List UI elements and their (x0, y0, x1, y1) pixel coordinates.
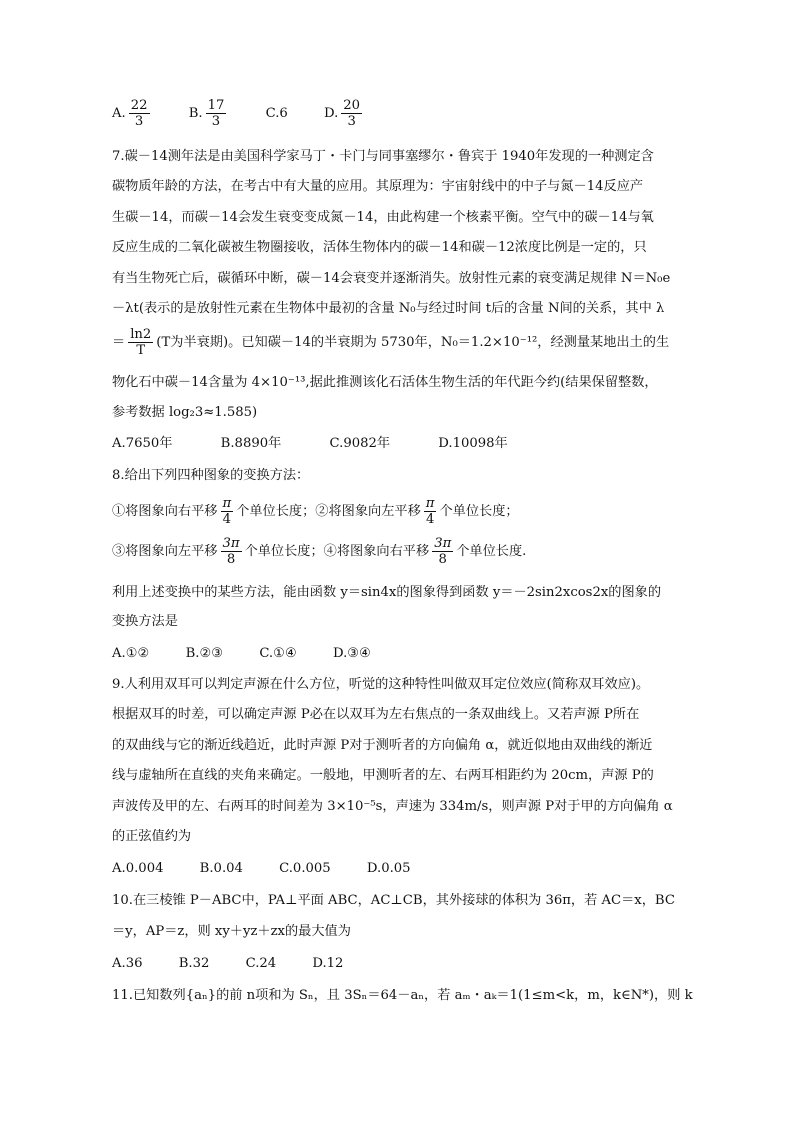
q11-text-line-1: 11.已知数列{aₙ}的前 n项和为 Sₙ，且 3Sₙ＝64－aₙ，若 aₘ・aₖ＝1(1≤m<k，m，k∈N*)，则 k (112, 988, 693, 1003)
q8-option-b: B.②③ (185, 646, 224, 661)
q7-text-line-6: －λt(表示的是放射性元素在生物体中最初的含量 N₀与经过时间 t后的含量 N间的关系，其中 λ (112, 301, 665, 316)
q7-option-d: D.10098年 (438, 436, 508, 451)
q7-option-b: B.8890年 (220, 436, 282, 451)
q6-option-d: D. $\frac{20}{3}$ (323, 98, 361, 129)
q8-option-c: C.①④ (259, 646, 297, 661)
q9-options (112, 859, 443, 879)
3pi-over-8-fraction: $\frac{3\pi}{8}$ (222, 536, 240, 567)
ln2-over-T-fraction: $\frac{\ln 2}{T}$ (130, 327, 152, 358)
q7-text-line-4: 反应生成的二氧化碳被生物圈接收，活体生物体内的碳－14和碳－12浓度比例是一定的，只 (112, 240, 647, 255)
3pi-over-8-fraction: $\frac{3\pi}{8}$ (434, 536, 452, 567)
q7-text-line-8: 物化石中碳－14含量为 4×10⁻¹³,据此推测该化石活体生物生活的年代距今约(结果保留整数， (112, 375, 658, 390)
q7-text-line-5: 有当生物死亡后，碳循环中断，碳－14会衰变并逐渐消失。放射性元素的衰变满足规律 N＝N₀e (112, 271, 671, 286)
q8-text-line-2: ①将图象向右平移 $\frac{\pi}{4}$ 个单位长度；②将图象向左平移 $\frac{\pi}{4}$ 个单位长度； (112, 496, 519, 527)
q9-text-line-4: 线与虚轴所在直线的夹角来确定。一般地，甲测听者的左、右两耳相距约为 20cm，声源 P的 (112, 768, 654, 783)
q7-options (112, 434, 540, 454)
q7-text-line-7: ＝ $\frac{\ln 2}{T}$ (T为半衰期)。已知碳－14的半衰期为 5730年，N₀＝1.2×10⁻¹²，经测量某地出土的生 (112, 327, 670, 358)
q8-option-a: A.①② (112, 646, 150, 661)
pi-over-4-fraction: $\frac{\pi}{4}$ (222, 496, 232, 527)
q7-text-line-3: 生碳－14，而碳－14会发生衰变变成氮－14，由此构建一个核素平衡。空气中的碳－14与氧 (112, 210, 654, 225)
q6-options (112, 96, 397, 132)
q9-option-d: D.0.05 (366, 861, 411, 876)
q6-option-b: B. $\frac{17}{3}$ (188, 98, 225, 129)
q8-text-line-4: 利用上述变换中的某些方法，能由函数 y＝sin4x的图象得到函数 y＝－2sin2xcos2x的图象的 (112, 585, 662, 600)
q9-text-line-6: 的正弦值约为 (112, 829, 192, 844)
q7-text-line-2: 碳物质年龄的方法，在考古中有大量的应用。其原理为：宇宙射线中的中子与氮－14反应产 (112, 179, 644, 194)
q9-option-b: B.0.04 (199, 861, 243, 876)
pi-over-4-fraction: $\frac{\pi}{4}$ (425, 496, 435, 527)
q9-text-line-3: 的双曲线与它的渐近线趋近，此时声源 P对于测听者的方向偏角 α，就近似地由双曲线的渐近 (112, 738, 653, 753)
q10-text-line-1: 10.在三棱锥 P－ABC中，PA⊥平面 ABC，AC⊥CB，其外接球的体积为 36π，若 AC＝x，BC (112, 893, 675, 908)
q10-option-c: C.24 (245, 956, 277, 971)
q8-text-line-3: ③将图象向左平移 $\frac{3\pi}{8}$ 个单位长度；④将图象向右平移 $\frac{3\pi}{8}$ 个单位长度. (112, 536, 527, 567)
q10-option-d: D.12 (312, 956, 344, 971)
q10-option-b: B.32 (178, 956, 210, 971)
q9-option-c: C.0.005 (279, 861, 331, 876)
q9-text-line-2: 根据双耳的时差，可以确定声源 P必在以双耳为左右焦点的一条双曲线上。又若声源 P所在 (112, 707, 640, 722)
q7-text-line-9: 参考数据 log₂3≈1.585) (112, 405, 258, 420)
q8-options (112, 644, 403, 664)
q7-option-c: C.9082年 (329, 436, 391, 451)
q8-text-line-5: 变换方法是 (112, 614, 178, 629)
q6-option-a: A. $\frac{22}{3}$ (112, 98, 148, 129)
q10-text-line-2: ＝y，AP＝z，则 xy＋yz＋zx的最大值为 (112, 924, 351, 939)
q10-options (112, 954, 375, 974)
q9-text-line-1: 9.人利用双耳可以判定声源在什么方位，听觉的这种特性叫做双耳定位效应(简称双耳效应)。 (112, 677, 650, 692)
q9-option-a: A.0.004 (112, 861, 164, 876)
q10-option-a: A.36 (112, 956, 143, 971)
q6-option-a-fraction: $\frac{22}{3}$ (130, 98, 148, 129)
q6-option-c: C.6 (265, 106, 288, 121)
q6-option-d-fraction: $\frac{20}{3}$ (343, 98, 361, 129)
q7-text-line-1: 7.碳－14测年法是由美国科学家马丁・卡门与同事塞缪尔・鲁宾于 1940年发现的一种测定含 (112, 149, 654, 164)
q9-text-line-5: 声波传及甲的左、右两耳的时间差为 3×10⁻⁵s，声速为 334m/s，则声源 P对于甲的方向偏角 α (112, 799, 673, 814)
q6-option-b-fraction: $\frac{17}{3}$ (207, 98, 225, 129)
q7-option-a: A.7650年 (112, 436, 173, 451)
q8-text-line-1: 8.给出下列四种图象的变换方法： (112, 468, 310, 483)
q8-option-d: D.③④ (332, 646, 371, 661)
